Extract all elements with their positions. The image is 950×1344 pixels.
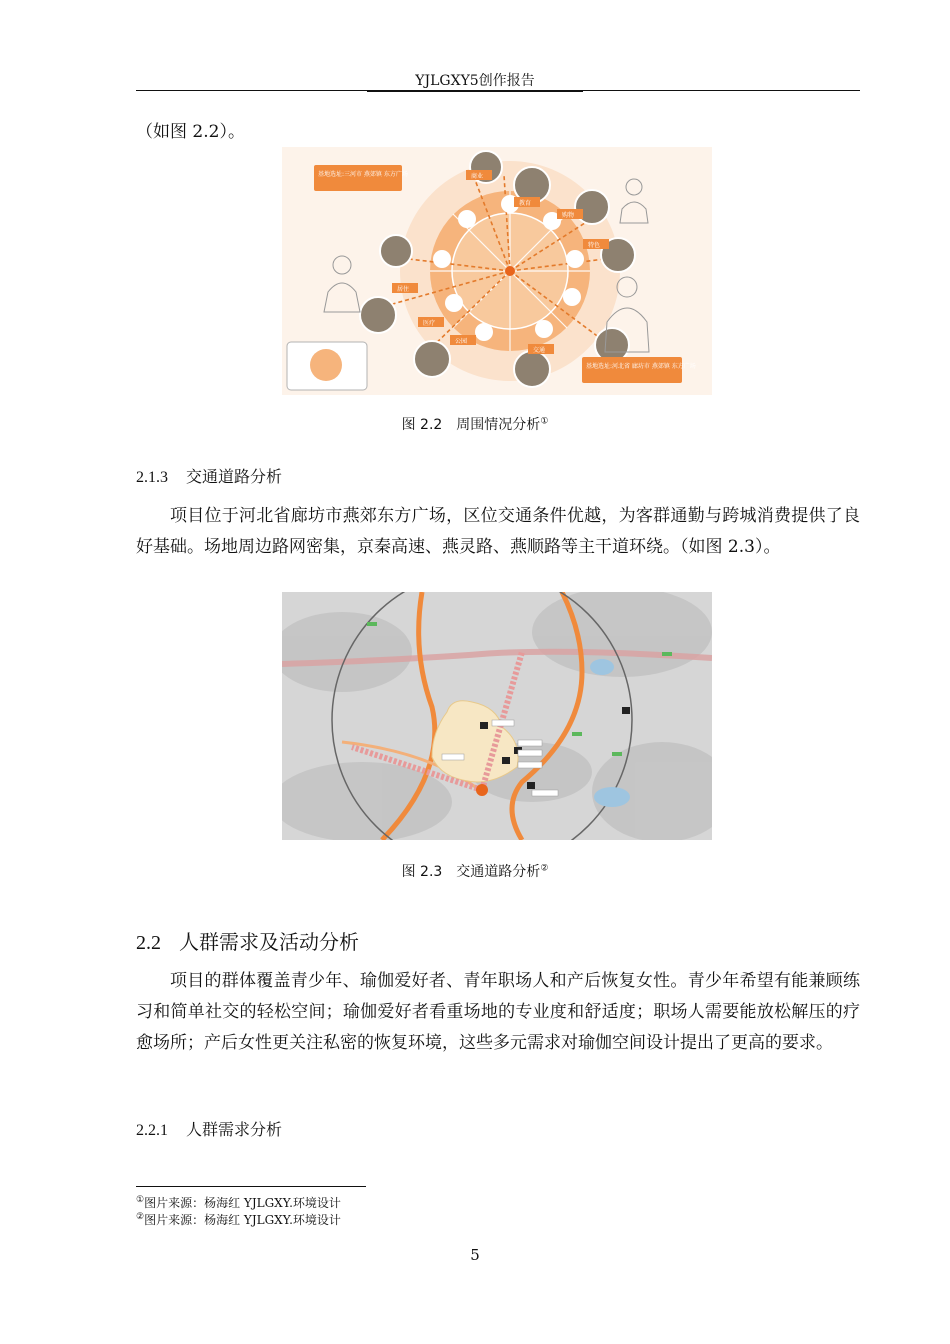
heading-2-2-1 [136, 1117, 282, 1140]
label-commerce: 商业 [471, 173, 484, 180]
heading-2-2-1-title: 人群需求分析 [186, 1120, 283, 1139]
page-number: 5 [470, 1246, 480, 1264]
figure-traffic-map [282, 592, 712, 840]
footnote-2 [136, 1211, 341, 1228]
footnote-ref-1[interactable]: ① [540, 416, 549, 427]
label-park: 公园 [455, 338, 468, 345]
figure-2-2-caption [0, 414, 950, 434]
footnote-2-mark: ② [136, 1212, 145, 1222]
figure-2-2-caption-text: 图 2.2 周围情况分析 [401, 417, 541, 433]
heading-2-2 [136, 926, 359, 955]
header-title: YJLGXY5创作报告 [367, 70, 582, 92]
crowd-paragraph: 项目的群体覆盖青少年、瑜伽爱好者、青年职场人和产后恢复女性。青少年希望有能兼顾练习和简单社交的轻松空间；瑜伽爱好者看重场地的专业度和舒适度；职场人需要能放松解压的疗愈场所；产后女性更关注私密的恢复环境，这些多元需求对瑜伽空间设计提出了更高的要求。 [136, 971, 860, 1053]
label-medical: 医疗 [423, 320, 436, 327]
figure-surroundings-diagram [282, 147, 712, 395]
label-education: 教育 [519, 200, 532, 207]
traffic-paragraph: 项目位于河北省廊坊市燕郊东方广场，区位交通条件优越，为客群通勤与跨城消费提供了良好基础。场地周边路网密集，京秦高速、燕灵路、燕顺路等主干道环绕。（如图 2.3）。 [136, 506, 860, 557]
footnote-1-text: 图片来源：杨海红 YJLGXY.环境设计 [144, 1196, 341, 1210]
label-site-top: 基地选址:三河市 燕郊镇 东方广场 [318, 171, 408, 178]
running-header [0, 70, 950, 92]
footnote-rule [136, 1186, 366, 1187]
label-specialty: 特色 [588, 242, 601, 249]
heading-2-2-number: 2.2 [136, 932, 161, 954]
label-site-bottom: 基地选址:河北省 廊坊市 燕郊镇 东方广场 [586, 363, 696, 370]
heading-2-1-3-number: 2.1.3 [136, 469, 168, 486]
figure-2-3-caption-text: 图 2.3 交通道路分析 [401, 864, 541, 880]
heading-2-2-1-number: 2.2.1 [136, 1122, 168, 1139]
footnote-1-mark: ① [136, 1195, 145, 1205]
label-shopping: 购物 [562, 212, 575, 219]
label-residence: 居住 [397, 286, 410, 293]
intro-text: （如图 2.2）。 [136, 122, 245, 142]
label-transport: 交通 [533, 347, 546, 354]
footnote-1 [136, 1194, 341, 1211]
heading-2-1-3 [136, 464, 282, 487]
figure-2-3-caption [0, 861, 950, 881]
header-rule [136, 90, 860, 91]
footnote-2-text: 图片来源：杨海红 YJLGXY.环境设计 [144, 1213, 341, 1227]
heading-2-2-title: 人群需求及活动分析 [179, 930, 359, 954]
footnote-ref-2[interactable]: ② [540, 863, 549, 874]
heading-2-1-3-title: 交通道路分析 [186, 467, 283, 486]
